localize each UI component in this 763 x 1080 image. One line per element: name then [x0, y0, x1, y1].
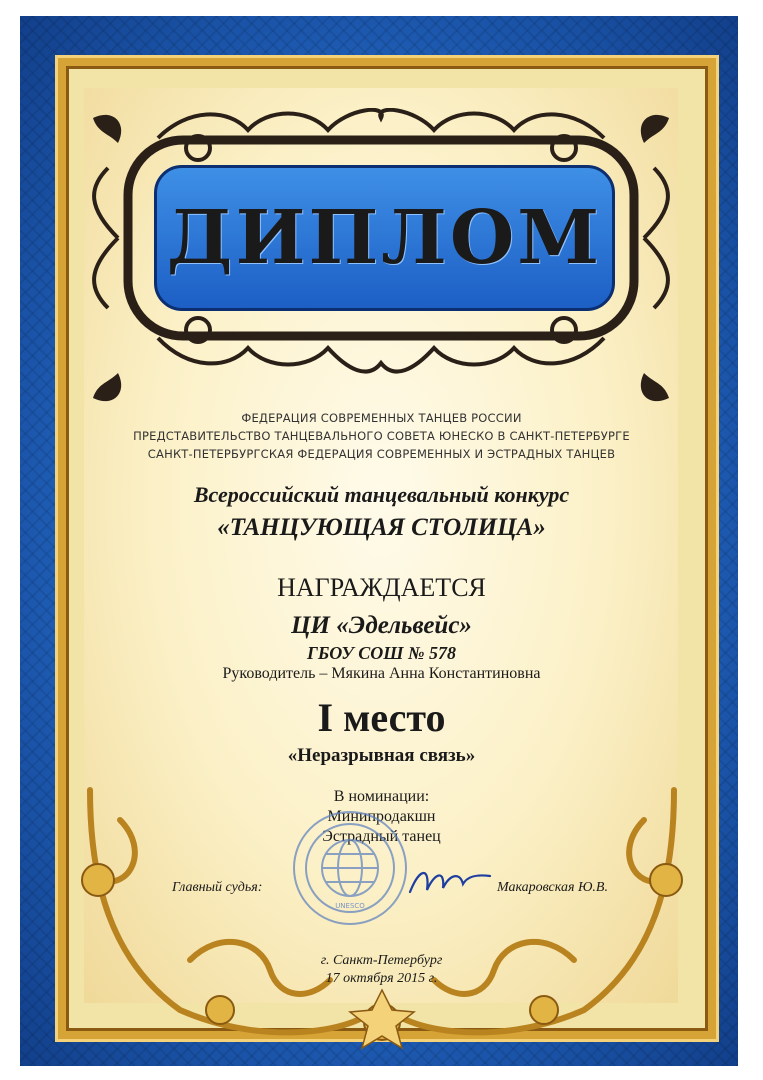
nomination-1: Минипродакшн [327, 808, 436, 825]
nomination-2: Эстрадный танец [322, 828, 441, 845]
organization-line-2: ПРЕДСТАВИТЕЛЬСТВО ТАНЦЕВАЛЬНОГО СОВЕТА ЮНЕСКО В САНКТ-ПЕТЕРБУРГЕ [133, 429, 630, 443]
stamp-text: UNESCO [335, 902, 365, 910]
school-name: ГБОУ СОШ № 578 [306, 643, 457, 663]
diploma-title: ДИПЛОМ [166, 195, 603, 281]
leader-name: Руководитель – Мякина Анна Константиновна [222, 665, 541, 682]
unesco-stamp [290, 808, 410, 928]
judge-label: Главный судья: [172, 880, 263, 895]
judge-signature [405, 862, 495, 902]
recipient-name: ЦИ «Эдельвейс» [291, 612, 472, 639]
contest-name: Всероссийский танцевальный конкурс [193, 482, 570, 507]
city: г. Санкт-Петербург [320, 953, 443, 968]
contest-title: «ТАНЦУЮЩАЯ СТОЛИЦА» [217, 514, 546, 541]
organization-line-3: САНКТ-ПЕТЕРБУРГСКАЯ ФЕДЕРАЦИЯ СОВРЕМЕННЫХ И ЭСТРАДНЫХ ТАНЦЕВ [147, 447, 616, 461]
nomination-label: В номинации: [333, 788, 430, 805]
title-banner [154, 165, 615, 311]
work-title: «Неразрывная связь» [287, 745, 476, 766]
awarded-heading: НАГРАЖДАЕТСЯ [277, 573, 486, 602]
place-award: I место [317, 695, 446, 740]
judge-name: Макаровская Ю.В. [497, 880, 608, 895]
organization-line-1: ФЕДЕРАЦИЯ СОВРЕМЕННЫХ ТАНЦЕВ РОССИИ [241, 411, 522, 425]
date: 17 октября 2015 г. [325, 971, 438, 986]
